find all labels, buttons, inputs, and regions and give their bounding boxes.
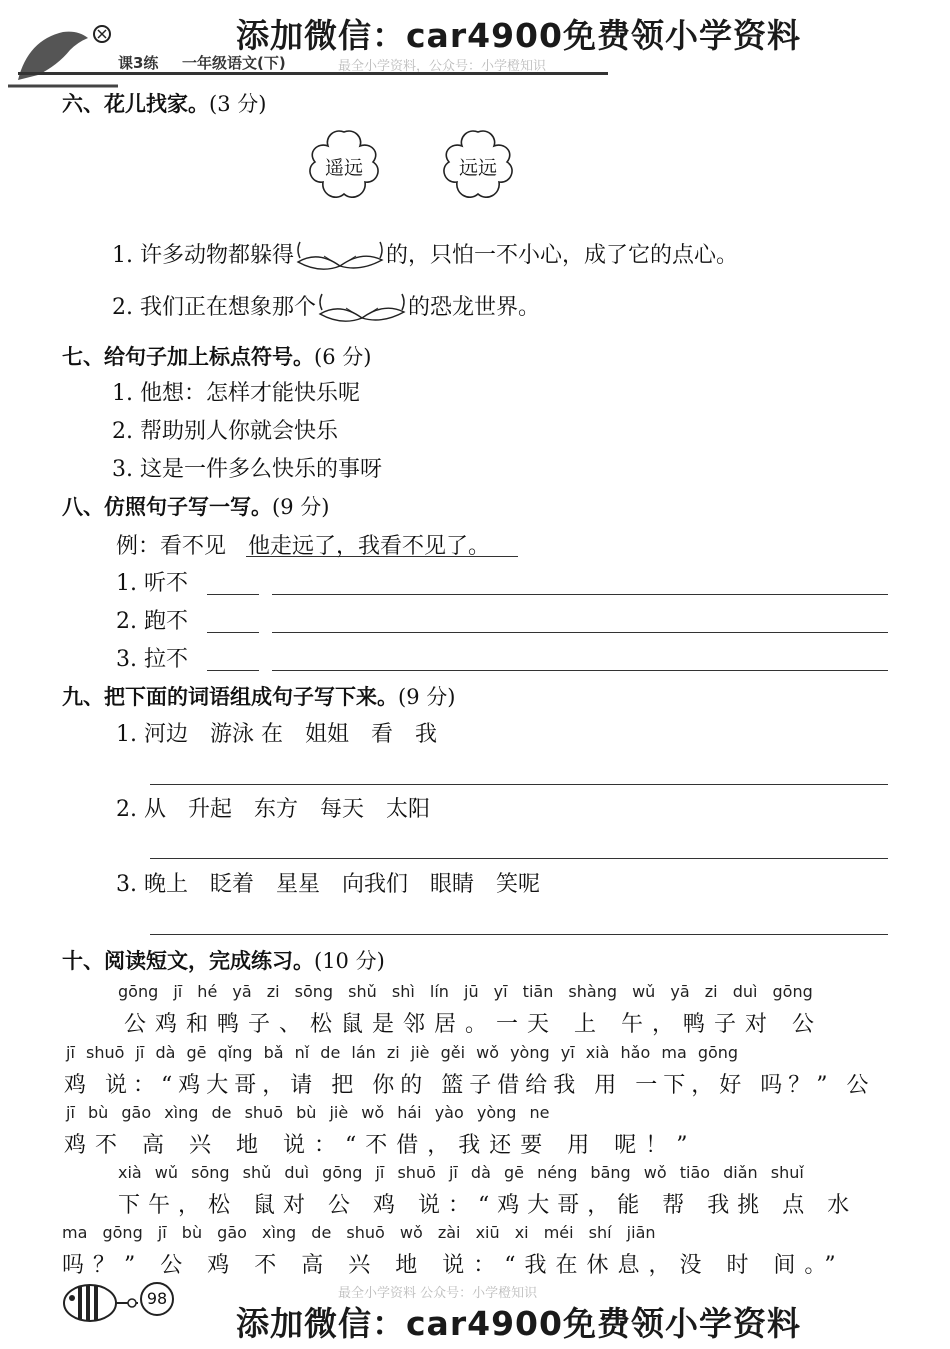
- flower-word: 遥远: [324, 157, 363, 179]
- flower-yuanyuan[interactable]: [437, 126, 519, 206]
- header-faded-text: 最全小学资料，公众号：小学橙知识: [338, 59, 547, 74]
- sec9-item-2: 2. 从 升起 东方 每天 太阳: [116, 797, 430, 822]
- passage-hanzi-4: 下午，松 鼠对 公 鸡 说：“鸡大哥，能 帮 我挑 点 水: [118, 1193, 858, 1218]
- sec10-title: 十、阅读短文，完成练习。(10 分): [62, 949, 385, 973]
- sec7-item-3: 3. 这是一件多么快乐的事呀: [112, 457, 382, 482]
- footer-faded-text: 最全小学资料 公众号：小学橙知识: [338, 1286, 538, 1301]
- sec8-item-1: 1. 听不: [116, 571, 188, 596]
- footer-fish-icon: [60, 1278, 140, 1328]
- sec9-item-1: 1. 河边 游泳 在 姐姐 看 我: [116, 722, 437, 747]
- passage-hanzi-2: 鸡 说：“鸡大哥，请 把 你的 篮子借给我 用 一下，好 吗？” 公: [64, 1073, 875, 1098]
- sec8-item-3: 3. 拉不: [116, 647, 188, 672]
- header-lesson: 课3练: [118, 54, 159, 72]
- passage-pinyin-3: jī bù gāo xìng de shuō bù jiè wǒ hái yào yòng ne: [66, 1103, 550, 1122]
- header-rule: [18, 72, 608, 75]
- sec9-answer-line-3[interactable]: [150, 934, 888, 935]
- sec8-example-label: 例：看不见: [116, 534, 227, 559]
- watermark-top: 添加微信：car4900免费领小学资料: [236, 16, 801, 55]
- flower-word: 远远: [458, 157, 497, 179]
- passage-hanzi-1: 公鸡和鸭子、松鼠是邻居。一天 上 午，鸭子对 公: [124, 1012, 823, 1037]
- sec8-blank-short-2[interactable]: [207, 632, 259, 633]
- sec7-item-1: 1. 他想：怎样才能快乐呢: [112, 381, 360, 406]
- flower-yaoyuan[interactable]: [303, 126, 385, 206]
- sec6-title: 六、花儿找家。(3 分): [62, 92, 267, 116]
- sec9-answer-line-2[interactable]: [150, 858, 888, 859]
- passage-pinyin-4: xià wǔ sōng shǔ duì gōng jī shuō jī dà gē néng bāng wǒ tiāo diǎn shuǐ: [118, 1163, 804, 1182]
- passage-pinyin-2: jī shuō jī dà gē qǐng bǎ nǐ de lán zi jiè gěi wǒ yòng yī xià hǎo ma gōng: [66, 1043, 739, 1062]
- sec6-item-2: 2. 我们正在想象那个 的恐龙世界。: [112, 290, 540, 324]
- sec8-blank-short-3[interactable]: [207, 670, 259, 671]
- passage-pinyin-1: gōng jī hé yā zi sōng shǔ shì lín jū yī tiān shàng wǔ yā zi duì gōng: [118, 982, 813, 1001]
- sec7-item-2: 2. 帮助别人你就会快乐: [112, 419, 338, 444]
- leaf-blank-1[interactable]: [294, 240, 386, 272]
- sec7-title: 七、给句子加上标点符号。(6 分): [62, 345, 372, 369]
- passage-pinyin-5: ma gōng jī bù gāo xìng de shuō wǒ zài xiū xi méi shí jiān: [62, 1223, 656, 1242]
- sec8-example-text: 他走远了，我看不见了。: [248, 534, 491, 559]
- watermark-bottom: 添加微信：car4900免费领小学资料: [236, 1304, 801, 1343]
- header-subject: 一年级语文(下): [182, 54, 286, 72]
- passage-hanzi-5: 吗？” 公 鸡 不 高 兴 地 说：“我在休息，没 时 间。”: [62, 1253, 845, 1278]
- sec9-answer-line-1[interactable]: [150, 784, 888, 785]
- sec8-title: 八、仿照句子写一写。(9 分): [62, 495, 330, 519]
- leaf-blank-2[interactable]: [316, 292, 408, 324]
- passage-hanzi-3: 鸡不 高 兴 地 说：“不借，我还要 用 呢！”: [64, 1133, 697, 1158]
- sec8-blank-long-3[interactable]: [272, 670, 888, 671]
- sec9-title: 九、把下面的词语组成句子写下来。(9 分): [62, 685, 456, 709]
- sec8-blank-long-1[interactable]: [272, 594, 888, 595]
- page-number: 98: [140, 1282, 174, 1316]
- sec9-item-3: 3. 晚上 眨着 星星 向我们 眼睛 笑呢: [116, 872, 540, 897]
- sec8-blank-long-2[interactable]: [272, 632, 888, 633]
- sec8-item-2: 2. 跑不: [116, 609, 188, 634]
- sec6-item-1: 1. 许多动物都躲得 的，只怕一不小心，成了它的点心。: [112, 238, 738, 272]
- header-logo: [8, 20, 118, 90]
- sec8-example-underline: [246, 556, 518, 557]
- sec8-blank-short-1[interactable]: [207, 594, 259, 595]
